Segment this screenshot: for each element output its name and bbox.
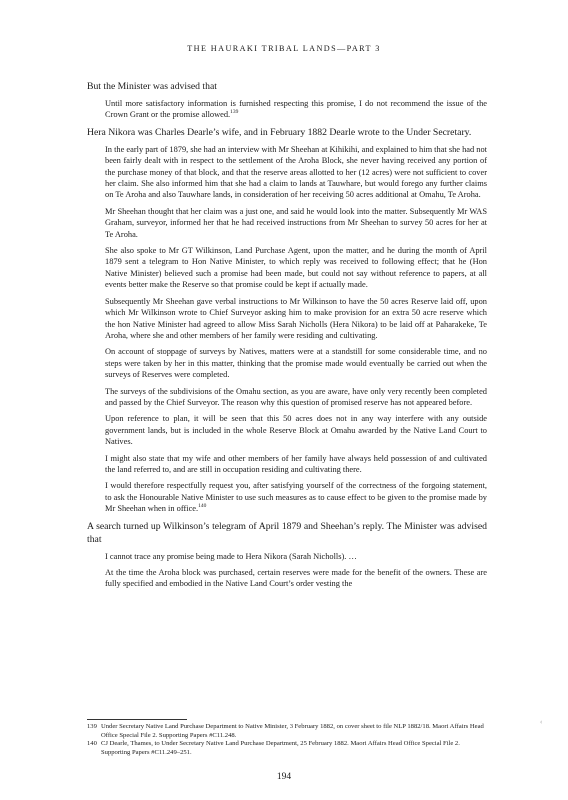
paragraph: But the Minister was advised that <box>87 81 217 92</box>
paragraph: Hera Nikora was Charles Dearle’s wife, and in February 1882 Dearle wrote to the Under Secretary. <box>87 126 472 138</box>
body-text <box>87 80 487 595</box>
page-number: 194 <box>276 772 292 782</box>
block-quote: On account of stoppage of surveys by Natives, matters were at a standstill for some considerable time, and no steps were taken by her in this matter, thinking that the promise made would eventually be carried out when the surveys of Reserves were completed. <box>105 347 487 380</box>
block-quote: Subsequently Mr Sheehan gave verbal instructions to Mr Wilkinson to have the 50 acres Reserve laid off, upon which Mr Wilkinson wrote to Chief Surveyor asking him to make provision for an extra 50 acre reserve which the hon Native Minister had agreed to allow Miss Sarah Nicholls (Hera Nikora) to be laid off at Paharakeke, Te Aroha, where she and other members of her family were residing and cultivating. <box>105 296 487 340</box>
footnote-number: 140 <box>87 740 97 748</box>
footnotes <box>87 723 487 757</box>
footnote-divider <box>87 719 187 720</box>
block-quote: The surveys of the subdivisions of the Omahu section, as you are aware, have only very recently been completed and passed by the Chief Surveyor. The reason why this question of promised reserve has not appeared before. <box>105 386 487 407</box>
margin-mark: ‹ <box>540 718 543 726</box>
paragraph: A search turned up Wilkinson’s telegram of April 1879 and Sheehan’s reply. The Minister was advised that <box>87 520 487 545</box>
footnote-text: CJ Dearle, Thames, to Under Secretary Native Land Purchase Department, 25 February 1882. Maori Affairs Head Office Special File 2. Supporting Papers #C11.249–251. <box>101 740 460 756</box>
footnote-ref[interactable]: 139 <box>230 109 239 116</box>
footnote-ref[interactable]: 140 <box>198 503 207 510</box>
block-quote: Upon reference to plan, it will be seen that this 50 acres does not in any way interfere with any outside government lands, but is included in the whole Reserve Block at Omahu awarded by the Native Land Court to Natives. <box>105 414 487 447</box>
running-header: THE HAURAKI TRIBAL LANDS—PART 3 <box>187 44 381 53</box>
footnote-text: Under Secretary Native Land Purchase Department to Native Minister, 3 February 1882, on cover sheet to file NLP 1882/18. Maori Affairs Head Office Special File 2. Supporting Papers #C11.248. <box>101 723 484 739</box>
block-quote: Mr Sheehan thought that her claim was a just one, and said he would look into the matter. Subsequently Mr WAS Graham, surveyor, informed her that he had received instructions from Mr Sheehan to survey 50 acres for her at Te Aroha. <box>105 206 487 239</box>
block-quote: I cannot trace any promise being made to Hera Nikora (Sarah Nicholls). … <box>105 551 357 561</box>
block-quote: She also spoke to Mr GT Wilkinson, Land Purchase Agent, upon the matter, and he during the month of April 1879 sent a telegram to Hon Native Minister, to which reply was received to following effect; that he (Hon Native Minister) believed such a promise had been made, but could not say without reference to papers, at all events better make the Reserve so that promise could be kept if actually made. <box>105 246 487 290</box>
block-quote: I might also state that my wife and other members of her family have always held possession of and cultivated the land referred to, and are still in occupation residing and cultivating there. <box>105 453 487 474</box>
block-quote: At the time the Aroha block was purchased, certain reserves were made for the benefit of the owners. These are fully specified and embodied in the Native Land Court’s order vesting the <box>105 568 487 589</box>
footnote <box>87 723 487 740</box>
footnote-number: 139 <box>87 723 97 730</box>
footnote <box>87 740 487 757</box>
block-quote: In the early part of 1879, she had an interview with Mr Sheehan at Kihikihi, and explained to him that she had not been fairly dealt with in respect to the settlement of the Aroha Block, she never having received any portion of the purchase money of that block, and that the reserve areas allotted to her (12 acres) were not sufficient to cover her claim. She also informed him that she had a claim to lands at Tauwhare, but would forego any further claims on Te Aroha and also Tauwhare lands, in consideration of her receiving 50 acres additional at Omahu, Te Aroha. <box>105 144 487 200</box>
block-quote: I would therefore respectfully request you, after satisfying yourself of the correctness of the forgoing statement, to ask the Honourable Native Minister to use such measures as to cause effect to be given to the promise made by Mr Sheehan when in office.$^{140}$ <box>105 481 487 514</box>
block-quote: Until more satisfactory information is furnished respecting this promise, I do not recommend the issue of the Crown Grant or the promise allowed.$^{139}$ <box>105 99 487 120</box>
